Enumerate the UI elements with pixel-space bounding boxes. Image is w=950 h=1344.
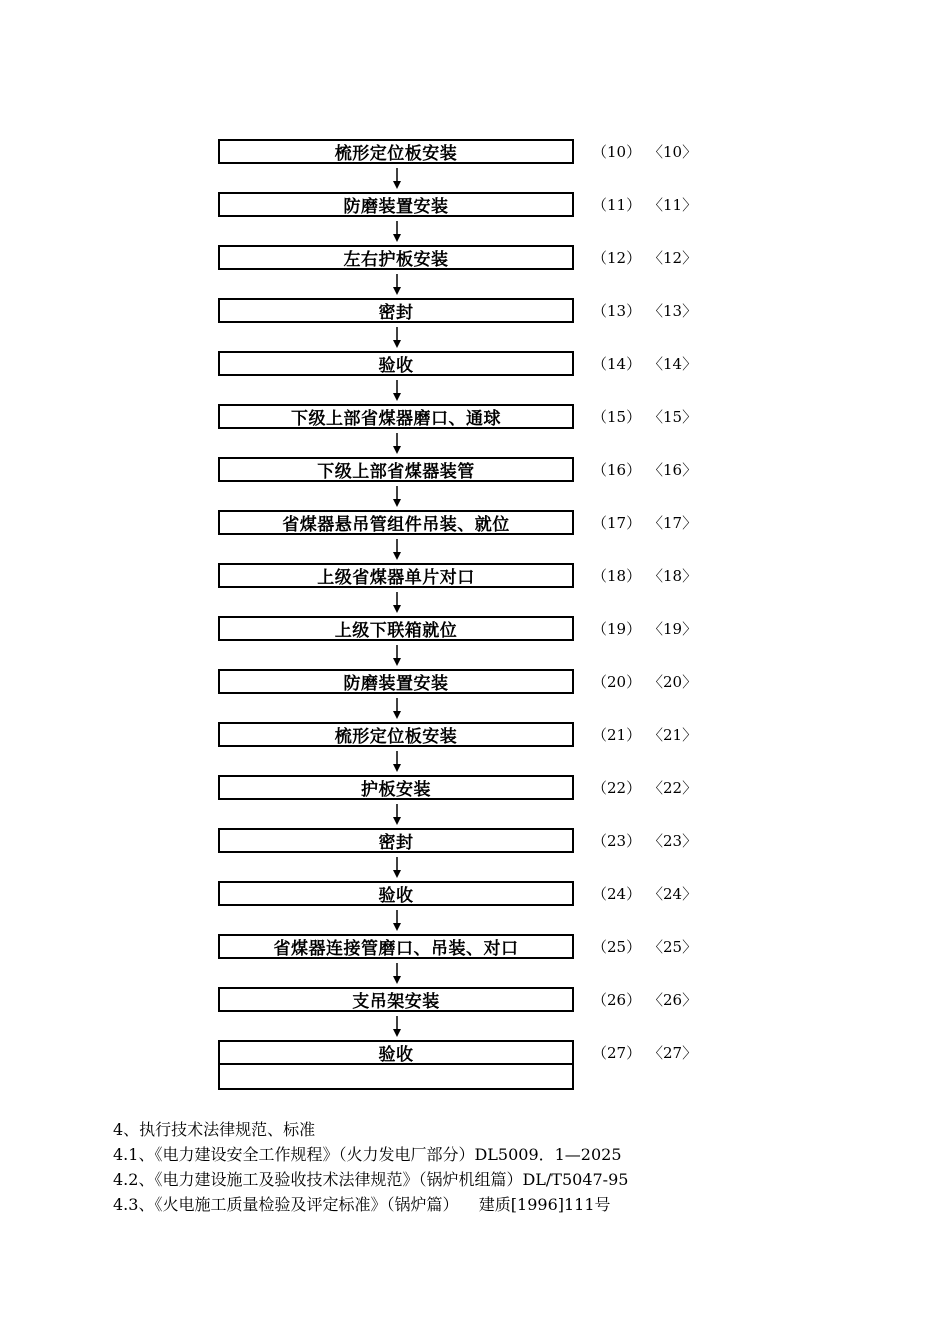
flow-step-label: 密封	[378, 833, 414, 853]
flow-step-box	[218, 1040, 574, 1065]
step-ref-angle: 〈16〉	[648, 461, 698, 479]
flow-step-refs	[592, 139, 697, 164]
flow-step-label: 下级上部省煤器装管	[317, 462, 475, 482]
flow-step-refs	[592, 298, 697, 323]
flow-step-label: 上级省煤器单片对口	[317, 568, 475, 588]
flow-arrow-down-icon	[391, 1012, 403, 1040]
flow-step-label: 防磨装置安装	[343, 197, 449, 217]
flow-step-refs	[592, 881, 697, 906]
flow-arrow-down-icon	[391, 853, 403, 881]
flow-step-box	[218, 881, 574, 906]
flow-arrow-down-icon	[391, 747, 403, 775]
step-ref-angle: 〈20〉	[648, 673, 698, 691]
flow-step-label: 下级上部省煤器磨口、通球	[291, 409, 501, 429]
step-ref-angle: 〈25〉	[648, 938, 698, 956]
step-ref-paren: （15）	[592, 408, 642, 426]
flow-step-refs	[592, 669, 697, 694]
step-ref-paren: （19）	[592, 620, 642, 638]
flow-arrow-down-icon	[391, 800, 403, 828]
step-ref-paren: （12）	[592, 249, 642, 267]
step-ref-angle: 〈17〉	[648, 514, 698, 532]
step-ref-paren: （14）	[592, 355, 642, 373]
flow-step-refs	[592, 616, 697, 641]
step-ref-angle: 〈13〉	[648, 302, 698, 320]
flow-step-label: 梳形定位板安装	[334, 727, 458, 747]
flow-step-refs	[592, 563, 697, 588]
flow-arrow-down-icon	[391, 429, 403, 457]
step-ref-angle: 〈11〉	[648, 196, 698, 214]
flow-step-label: 支吊架安装	[352, 992, 440, 1012]
flowchart-end-box	[218, 1064, 574, 1090]
flow-step-label: 上级下联箱就位	[334, 621, 458, 641]
step-ref-paren: （20）	[592, 673, 642, 691]
step-ref-angle: 〈26〉	[648, 991, 698, 1009]
flow-arrow-down-icon	[391, 535, 403, 563]
step-ref-paren: （22）	[592, 779, 642, 797]
step-ref-angle: 〈18〉	[648, 567, 698, 585]
flow-step-label: 护板安装	[361, 780, 431, 800]
step-ref-paren: （16）	[592, 461, 642, 479]
flow-step-box	[218, 722, 574, 747]
flow-arrow-down-icon	[391, 641, 403, 669]
step-ref-angle: 〈23〉	[648, 832, 698, 850]
flow-step-box	[218, 457, 574, 482]
flow-step-refs	[592, 987, 697, 1012]
flow-step-box	[218, 828, 574, 853]
flow-arrow-down-icon	[391, 217, 403, 245]
step-ref-angle: 〈22〉	[648, 779, 698, 797]
flow-arrow-down-icon	[391, 906, 403, 934]
flow-step-refs	[592, 192, 697, 217]
flow-arrow-down-icon	[391, 694, 403, 722]
flow-step-box	[218, 934, 574, 959]
step-ref-paren: （27）	[592, 1044, 642, 1062]
flow-step-refs	[592, 1040, 697, 1065]
flow-step-refs	[592, 245, 697, 270]
standard-item-3: 4.3、《火电施工质量检验及评定标准》（锅炉篇） 建质[1996]111号	[113, 1195, 611, 1214]
flow-step-label: 省煤器连接管磨口、吊装、对口	[273, 939, 519, 959]
step-ref-angle: 〈15〉	[648, 408, 698, 426]
flow-step-box	[218, 669, 574, 694]
flow-step-refs	[592, 457, 697, 482]
flow-step-label: 验收	[378, 886, 414, 906]
flow-arrow-down-icon	[391, 164, 403, 192]
step-ref-paren: （23）	[592, 832, 642, 850]
flow-step-refs	[592, 934, 697, 959]
flow-step-box	[218, 775, 574, 800]
step-ref-paren: （17）	[592, 514, 642, 532]
flow-step-label: 左右护板安装	[343, 250, 449, 270]
flow-step-label: 验收	[378, 1045, 414, 1065]
flow-arrow-down-icon	[391, 588, 403, 616]
flow-step-label: 防磨装置安装	[343, 674, 449, 694]
flow-step-box	[218, 404, 574, 429]
flow-step-box	[218, 351, 574, 376]
step-ref-angle: 〈19〉	[648, 620, 698, 638]
step-ref-paren: （26）	[592, 991, 642, 1009]
step-ref-angle: 〈21〉	[648, 726, 698, 744]
flow-step-box	[218, 245, 574, 270]
step-ref-paren: （25）	[592, 938, 642, 956]
step-ref-angle: 〈24〉	[648, 885, 698, 903]
flow-step-refs	[592, 510, 697, 535]
flow-step-box	[218, 192, 574, 217]
step-ref-paren: （10）	[592, 143, 642, 161]
flow-step-label: 密封	[378, 303, 414, 323]
flow-arrow-down-icon	[391, 270, 403, 298]
flow-step-label: 验收	[378, 356, 414, 376]
flow-step-label: 省煤器悬吊管组件吊装、就位	[282, 515, 510, 535]
step-ref-paren: （11）	[592, 196, 642, 214]
flow-arrow-down-icon	[391, 323, 403, 351]
flow-step-label: 梳形定位板安装	[334, 144, 458, 164]
flow-arrow-down-icon	[391, 376, 403, 404]
standard-item-1: 4.1、《电力建设安全工作规程》（火力发电厂部分）DL5009．1—2025	[113, 1145, 622, 1164]
step-ref-angle: 〈27〉	[648, 1044, 698, 1062]
flow-step-box	[218, 139, 574, 164]
standard-item-2: 4.2、《电力建设施工及验收技术法律规范》（锅炉机组篇）DL/T5047-95	[113, 1170, 629, 1189]
step-ref-paren: （21）	[592, 726, 642, 744]
flow-arrow-down-icon	[391, 482, 403, 510]
step-ref-paren: （24）	[592, 885, 642, 903]
step-ref-paren: （13）	[592, 302, 642, 320]
flow-step-refs	[592, 775, 697, 800]
flow-arrow-down-icon	[391, 959, 403, 987]
section-heading: 4、执行技术法律规范、标准	[113, 1120, 316, 1139]
step-ref-angle: 〈14〉	[648, 355, 698, 373]
flow-step-refs	[592, 722, 697, 747]
flow-step-box	[218, 616, 574, 641]
flow-step-box	[218, 987, 574, 1012]
step-ref-angle: 〈10〉	[648, 143, 698, 161]
step-ref-paren: （18）	[592, 567, 642, 585]
flow-step-refs	[592, 404, 697, 429]
flow-step-box	[218, 298, 574, 323]
step-ref-angle: 〈12〉	[648, 249, 698, 267]
flow-step-box	[218, 563, 574, 588]
flow-step-refs	[592, 828, 697, 853]
flow-step-refs	[592, 351, 697, 376]
flow-step-box	[218, 510, 574, 535]
